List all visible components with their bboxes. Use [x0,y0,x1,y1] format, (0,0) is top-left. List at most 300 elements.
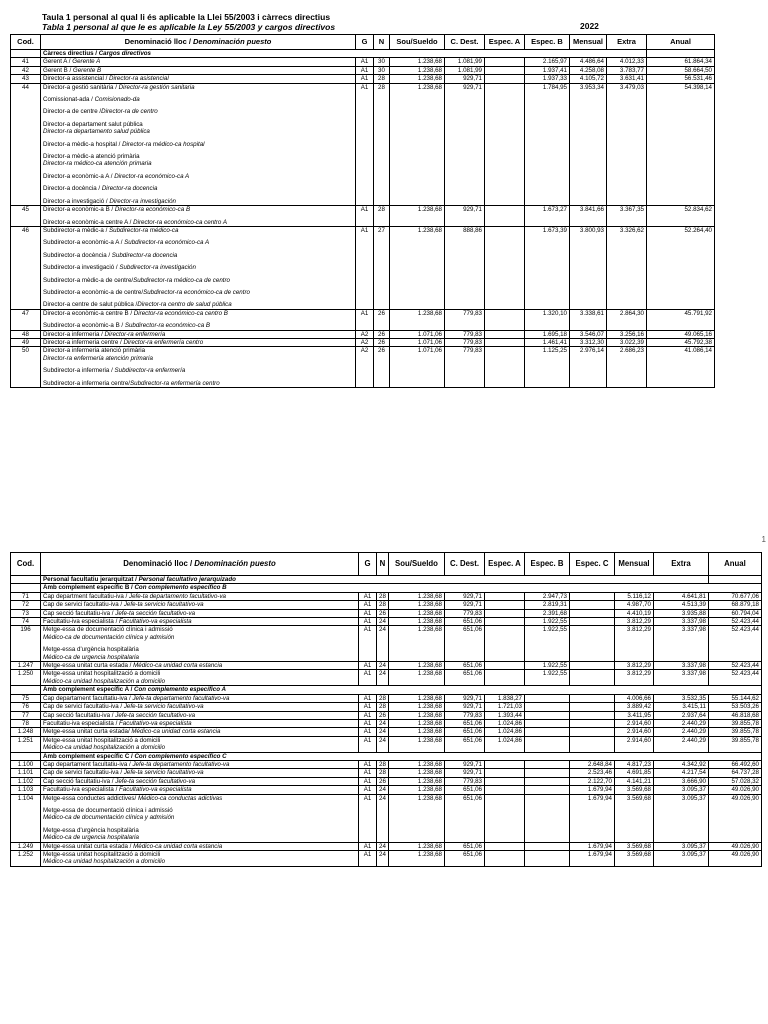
name-catalan: Cap secció facultatiu-iva / [43,711,116,719]
cell-cdest: 1.081,99 [445,58,485,66]
name-spanish: Director-ra gestión sanitaria [118,83,195,91]
group-header-row [11,752,762,760]
cell-g: A1 [359,794,377,842]
name-catalan: Facultatiu-iva especialista / [43,786,120,794]
cell-mensual: 3.889,42 [615,703,654,711]
position-name-line [43,173,353,180]
cell-sou: 1.238,68 [390,206,445,227]
cell-cdest: 651,06 [445,719,485,727]
name-catalan: Director-a mèdic-a atenció primària [43,153,140,161]
cell-cdest: 651,06 [445,670,485,686]
header-espec-a: Espec. A [485,553,525,576]
name-catalan: Metge-essa unitat curta estada / [43,842,134,850]
position-name-line [43,206,353,213]
cell-n: 26 [377,777,389,785]
header-espec-c: Espec. C [570,553,615,576]
cell-espec-c [570,711,615,719]
cell-extra: 3.783,77 [607,66,647,74]
cell-mensual: 3.812,29 [615,670,654,686]
cell-cdest: 779,83 [445,711,485,719]
cell-cod: 76 [11,703,41,711]
cell-denominacio [41,338,356,346]
cell-n: 26 [377,711,389,719]
name-catalan: Gerent A / [43,58,73,66]
cell-sou: 1.071,06 [390,330,445,338]
cell-cod: 43 [11,75,41,83]
cell-denominacio [41,309,356,330]
cell-espec-c [570,670,615,686]
cell-g: A1 [359,851,377,867]
name-spanish: Médico-ca de documentación clínica y admisión [43,814,175,822]
table-row [11,66,715,74]
position-name-line [43,670,356,677]
table-header-row [11,553,762,576]
name-catalan: Director-a docència / [43,185,102,193]
table-row [11,609,762,617]
cell-cdest: 888,86 [445,226,485,309]
position-name-line [43,646,356,653]
cell-mensual: 3.569,68 [615,851,654,867]
cell-mensual: 3.812,29 [615,618,654,626]
name-spanish: Subdirector-ra investigación [119,264,196,272]
cell-mensual: 3.953,34 [570,83,607,205]
cell-denominacio [41,777,359,785]
header-g: G [359,553,377,576]
table-row [11,711,762,719]
name-catalan: Subdirector-a econòmic-a B / [43,322,125,330]
cell-denominacio [41,851,359,867]
name-catalan: Subdirector-a infermeria / [43,367,115,375]
cell-sou: 1.238,68 [389,842,445,850]
name-spanish: Subdirector-ra enfermería centro [130,379,220,387]
cell-denominacio [41,226,356,309]
cell-extra: 3.532,35 [654,694,709,702]
position-name-line [43,128,353,135]
position-name-line [43,322,353,329]
name-catalan: Director-a econòmic-a centre A / [43,218,134,226]
position-name-line [43,153,353,160]
header-anual: Anual [709,553,762,576]
cell-n: 28 [374,75,390,83]
cell-mensual: 2.914,60 [615,728,654,736]
position-name-line [43,380,353,387]
cell-mensual: 3.338,61 [570,309,607,330]
cell-cdest: 929,71 [445,75,485,83]
cell-mensual: 4.141,21 [615,777,654,785]
name-spanish: Director-ra departamento salud pública [43,128,150,136]
cell-espec-b: 1.125,25 [525,347,570,388]
name-spanish: Facultativo-va especialista [119,786,192,794]
cell-mensual: 3.812,29 [615,662,654,670]
section-title: Càrrecs directius / Cargos directivos [41,50,647,58]
cell-cdest: 651,06 [445,794,485,842]
cell-espec-a [485,786,525,794]
cell-espec-b: 1.937,33 [525,75,570,83]
position-name-line [43,703,356,710]
name-spanish: Subdirector-ra económico-ca A [124,239,210,247]
cell-mensual: 3.312,30 [570,338,607,346]
cell-espec-b [525,703,570,711]
name-catalan: Metge-essa d'urgència hospitalària [43,826,139,834]
cell-sou: 1.238,68 [389,760,445,768]
cell-mensual: 2.914,60 [615,719,654,727]
name-spanish: Médico-ca de documentación clínica y admisión [43,633,175,641]
name-catalan: Comissionat-ada / [43,96,95,104]
table-row [11,851,762,867]
header-extra: Extra [607,35,647,50]
group-header-row [11,584,762,592]
cell-cod: 1.101 [11,769,41,777]
table-row [11,662,762,670]
name-catalan: Metge-essa de documentació clínica i admissió [43,806,173,814]
name-spanish: Jefe-ta servicio facultativo-va [123,769,204,777]
cell-anual: 57.028,32 [709,777,762,785]
cell-denominacio [41,786,359,794]
name-catalan: Subdirector-a docència / [43,251,112,259]
table-row [11,309,715,330]
position-name-line [43,761,356,768]
name-catalan: Director-a infermeria / [43,330,105,338]
cell-anual: 45.792,38 [647,338,715,346]
cell-espec-a [485,760,525,768]
cell-cod: 1.250 [11,670,41,686]
name-spanish: Jefe-ta servicio facultativo-va [123,703,204,711]
table-row [11,347,715,388]
cell-denominacio [41,347,356,388]
cell-espec-a [485,794,525,842]
cell-extra: 2.937,64 [654,711,709,719]
header-cdest: C. Dest. [445,553,485,576]
name-catalan: Metge-essa unitat hospitalització a domicili [43,736,161,744]
table-title [42,12,335,32]
header-mensual: Mensual [615,553,654,576]
cell-n: 26 [374,338,390,346]
cell-mensual: 3.569,68 [615,786,654,794]
cell-espec-a: 1.721,03 [485,703,525,711]
table-row [11,794,762,842]
cell-cod: 71 [11,592,41,600]
cell-g: A1 [356,75,374,83]
cell-espec-a [485,309,525,330]
cell-anual: 52.423,44 [709,670,762,686]
cell-g: A2 [356,330,374,338]
cell-cdest: 651,06 [445,728,485,736]
cell-cdest: 651,06 [445,842,485,850]
position-name-line [43,84,353,91]
table-row [11,760,762,768]
name-catalan: Cap departament facultatiu-iva / [43,760,133,768]
position-name-line [43,744,356,751]
position-name-line [43,851,356,858]
cell-n: 30 [374,66,390,74]
cell-denominacio [41,842,359,850]
position-name-line [43,634,356,641]
cell-mensual: 4.410,19 [615,609,654,617]
cell-g: A1 [359,703,377,711]
cell-cdest: 929,71 [445,694,485,702]
name-catalan: Metge-essa conductes addictives/ [43,794,138,802]
group-title: Amb complement específic A / Con complemento específico A [41,686,762,694]
name-spanish: Director-ra enfermería atención primaria [43,354,153,362]
table-row [11,719,762,727]
name-spanish: Médico-ca unidad hospitalización a domicilio [43,677,166,685]
year-label: 2022 [580,21,599,31]
name-spanish: Médico-ca unidad corta estancia [131,728,221,736]
cell-espec-b [525,794,570,842]
cell-espec-a [485,58,525,66]
cell-n: 28 [377,760,389,768]
cell-cod: 73 [11,609,41,617]
name-spanish: Gerente B [72,66,102,74]
cell-g: A1 [359,842,377,850]
position-name-line [43,786,356,793]
cell-espec-b: 1.937,41 [525,66,570,74]
name-spanish: Jefe-ta departamento facultativo-va [132,760,230,768]
cell-cdest: 929,71 [445,592,485,600]
cell-extra: 3.022,39 [607,338,647,346]
cell-cdest: 779,83 [445,338,485,346]
name-catalan: Metge-essa d'urgència hospitalària [43,646,139,654]
cell-g: A1 [359,592,377,600]
cell-n: 24 [377,719,389,727]
table-row [11,206,715,227]
position-name-line [43,277,353,284]
cell-extra: 3.337,98 [654,618,709,626]
cell-extra: 3.095,37 [654,842,709,850]
cell-denominacio [41,728,359,736]
table-row [11,75,715,83]
cell-espec-b: 1.673,27 [525,206,570,227]
name-spanish: Subdirector-ra económico-ca B [124,322,211,330]
name-spanish: Comisionado-da [94,96,140,104]
cell-anual: 66.492,60 [709,760,762,768]
cell-espec-c [570,694,615,702]
cell-espec-a [485,66,525,74]
cell-espec-a [485,662,525,670]
name-spanish: Director-ra asistencial [109,75,169,83]
cell-extra: 4.217,54 [654,769,709,777]
name-catalan: Metge-essa unitat hospitalització a domicili [43,670,161,678]
cell-extra: 4.012,33 [607,58,647,66]
cell-espec-a: 1.393,44 [485,711,525,719]
position-name-line [43,678,356,685]
table-row [11,703,762,711]
cell-espec-a [485,330,525,338]
cell-g: A1 [359,736,377,752]
position-name-line [43,252,353,259]
group-title: Amb complement específic C / Con complemento específico C [41,752,762,760]
cell-n: 28 [377,601,389,609]
name-catalan: Cap departament facultatiu-iva / [43,694,133,702]
cell-espec-b [525,851,570,867]
cell-espec-b: 1.461,41 [525,338,570,346]
cell-espec-c [570,618,615,626]
position-name-line [43,227,353,234]
table-row [11,777,762,785]
cell-denominacio [41,83,356,205]
cell-espec-b [525,786,570,794]
cell-espec-b [525,711,570,719]
position-name-line [43,610,356,617]
cell-espec-b: 2.165,97 [525,58,570,66]
cell-espec-a [485,670,525,686]
cell-cdest: 779,83 [445,609,485,617]
cell-espec-b: 2.947,73 [525,592,570,600]
header-espec-a: Espec. A [485,35,525,50]
position-name-line [43,185,353,192]
cell-mensual: 4.105,72 [570,75,607,83]
name-spanish: Gerente A [72,58,101,66]
cell-denominacio [41,736,359,752]
cell-anual: 41.086,14 [647,347,715,388]
cell-anual: 61.864,34 [647,58,715,66]
cell-sou: 1.238,68 [389,736,445,752]
cell-cod: 1.100 [11,760,41,768]
cell-espec-b [525,769,570,777]
position-name-line [43,662,356,669]
cell-anual: 53.503,26 [709,703,762,711]
position-name-line [43,75,353,82]
cell-n: 28 [374,83,390,205]
position-name-line [43,654,356,661]
cell-sou: 1.238,68 [389,694,445,702]
name-spanish: Director-ra enfermería centro [123,338,204,346]
table-row [11,736,762,752]
table-row [11,670,762,686]
cell-g: A1 [359,760,377,768]
cell-cod: 1.104 [11,794,41,842]
cell-n: 30 [374,58,390,66]
cell-mensual: 4.817,23 [615,760,654,768]
header-extra: Extra [654,553,709,576]
cell-n: 28 [377,592,389,600]
position-name-line [43,728,356,735]
cell-espec-a [485,842,525,850]
table-row [11,694,762,702]
cell-g: A1 [359,662,377,670]
cell-sou: 1.238,68 [390,58,445,66]
position-name-line [43,219,353,226]
cell-sou: 1.238,68 [389,786,445,794]
cell-denominacio [41,694,359,702]
cell-extra: 4.641,81 [654,592,709,600]
name-spanish: Médico-ca de urgencia hospitalaria [43,653,139,661]
name-spanish: Facultativo-va especialista [119,618,192,626]
name-spanish: Director-ra económico-ca centro A [133,218,227,226]
cell-espec-a: 1.024,86 [485,736,525,752]
cell-espec-b: 1.695,18 [525,330,570,338]
table-row [11,83,715,205]
cell-g: A1 [359,626,377,662]
cell-anual: 64.737,28 [709,769,762,777]
cell-g: A1 [359,618,377,626]
cell-espec-a: 1.024,86 [485,719,525,727]
header-espec-b: Espec. B [525,35,570,50]
cell-denominacio [41,769,359,777]
cell-cod: 74 [11,618,41,626]
cell-cod: 1.103 [11,786,41,794]
cell-extra: 3.479,03 [607,83,647,205]
cell-cod: 1.248 [11,728,41,736]
cell-cod: 77 [11,711,41,719]
cell-mensual: 3.841,66 [570,206,607,227]
cell-g: A1 [359,694,377,702]
cell-anual: 52.423,44 [709,626,762,662]
cell-cod: 50 [11,347,41,388]
cell-sou: 1.238,68 [389,769,445,777]
cell-espec-a [485,592,525,600]
name-spanish: Jefe-ta sección facultativo-va [115,711,196,719]
cell-denominacio [41,601,359,609]
cell-cod: 1.249 [11,842,41,850]
cell-cdest: 651,06 [445,786,485,794]
name-spanish: Médico-ca unidad hospitalización a domicilio [43,858,166,866]
name-catalan: Director-a mèdic-a hospital / [43,140,123,148]
cell-espec-a [485,769,525,777]
cell-sou: 1.238,68 [389,711,445,719]
name-spanish: Director-ra económico-ca A [114,172,190,180]
section-row [11,50,715,58]
group-header-row [11,686,762,694]
cell-n: 26 [374,309,390,330]
name-catalan: Cap secció facultatiu-iva / [43,777,116,785]
name-catalan: Director-a econòmic-a B / [43,206,115,214]
position-name-line [43,310,353,317]
cell-espec-b: 1.784,95 [525,83,570,205]
table-row [11,226,715,309]
table-row [11,786,762,794]
cell-cod: 1.252 [11,851,41,867]
cell-g: A1 [359,609,377,617]
cell-sou: 1.238,68 [390,66,445,74]
cell-g: A1 [356,309,374,330]
name-catalan: Director-a econòmic-a centre B / [43,309,134,317]
table-row [11,626,762,662]
cell-espec-b: 1.922,55 [525,670,570,686]
cell-sou: 1.238,68 [389,777,445,785]
position-name-line [43,827,356,834]
cell-g: A1 [356,206,374,227]
cell-espec-a [485,609,525,617]
header-sou: Sou/Sueldo [389,553,445,576]
cell-g: A1 [359,670,377,686]
position-name-line [43,160,353,167]
cell-espec-b: 1.673,39 [525,226,570,309]
position-name-line [43,778,356,785]
name-spanish: Médico-ca de urgencia hospitalaria [43,834,139,842]
cell-anual: 68.879,18 [709,601,762,609]
header-g: G [356,35,374,50]
name-catalan: Subdirector-a econòmic-a de centre/ [43,288,144,296]
cell-espec-c: 2.648,84 [570,760,615,768]
name-spanish: Médico-ca unidad corta estancia [133,842,223,850]
position-name-line [43,239,353,246]
cell-denominacio [41,794,359,842]
cell-espec-b: 2.819,31 [525,601,570,609]
position-name-line [43,618,356,625]
cell-espec-a [485,626,525,662]
cell-g: A1 [359,769,377,777]
cell-cod: 1.247 [11,662,41,670]
cell-cod: 48 [11,330,41,338]
cell-n: 24 [377,728,389,736]
cell-mensual: 3.800,93 [570,226,607,309]
cell-extra: 3.337,98 [654,670,709,686]
cell-espec-c: 1.679,94 [570,786,615,794]
cell-n: 28 [377,769,389,777]
cell-espec-a [485,338,525,346]
group-title: Amb complement específic B / Con complemento específico B [41,584,762,592]
